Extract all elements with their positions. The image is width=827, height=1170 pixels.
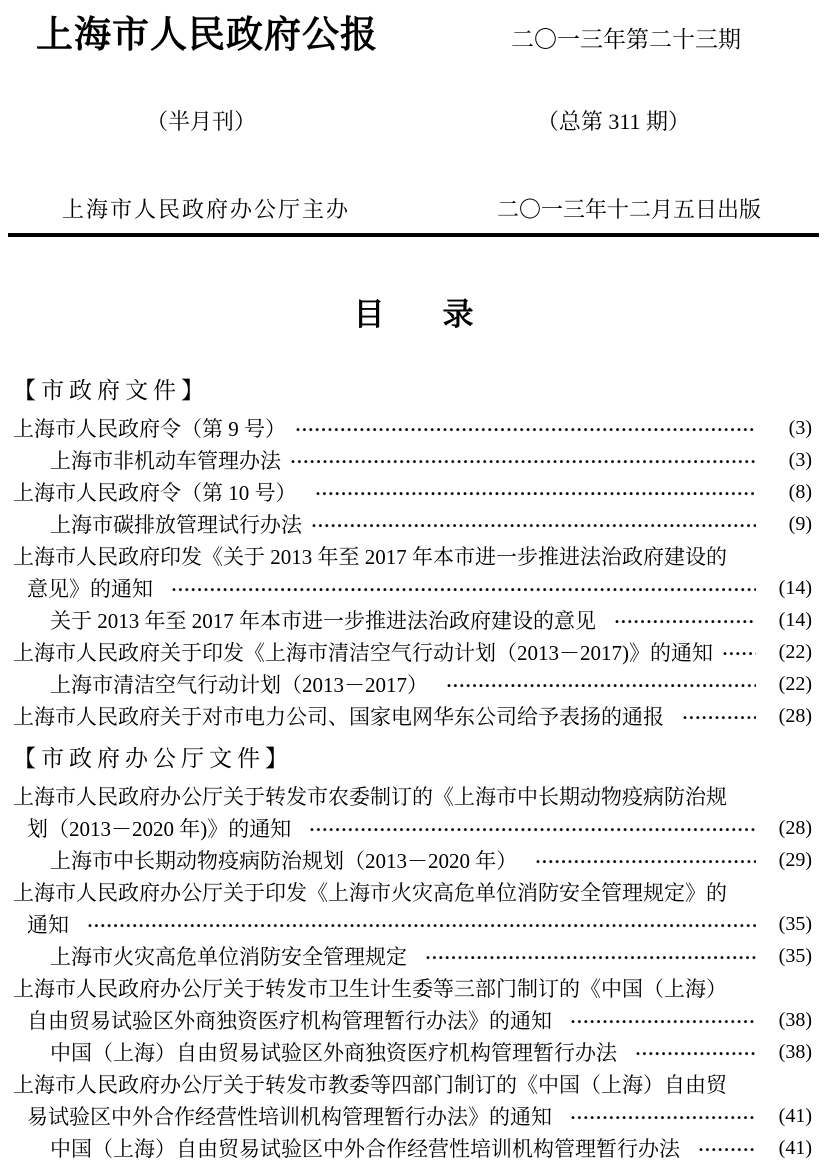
dot-leader (425, 940, 756, 972)
masthead-divider-rule (8, 233, 819, 237)
toc-entry-row (13, 1036, 812, 1068)
dot-leader (570, 1100, 756, 1132)
toc-entry-text: 上海市清洁空气行动计划（2013－2017） (50, 673, 428, 698)
toc-entry-text: 中国（上海）自由贸易试验区中外合作经营性培训机构管理暂行办法 (50, 1137, 680, 1162)
toc-entry-row (13, 1068, 812, 1100)
toc-page-number: (38) (778, 1040, 812, 1063)
toc-page-number: (22) (778, 640, 812, 663)
dot-leader (87, 908, 756, 940)
toc-entry-text: 上海市人民政府印发《关于 2013 年至 2017 年本市进一步推进法治政府建设的 (13, 545, 727, 570)
toc-entry-row (13, 476, 812, 508)
toc-page-number: (28) (778, 704, 812, 727)
toc-entry-text: 上海市人民政府办公厅关于转发市农委制订的《上海市中长期动物疫病防治规 (13, 785, 727, 810)
masthead-row-1 (0, 14, 827, 58)
toc-entry-row (13, 604, 812, 636)
dot-leader (635, 1036, 756, 1068)
dot-leader (446, 668, 756, 700)
toc-page-number: (35) (778, 944, 812, 967)
dot-leader (614, 604, 756, 636)
toc-entry-text: 通知 (27, 913, 69, 938)
issue-number: 二〇一三年第二十三期 (511, 27, 741, 52)
organizer-label: 上海市人民政府办公厅主办 (62, 197, 351, 223)
toc-entry-text: 上海市人民政府办公厅关于转发市教委等四部门制订的《中国（上海）自由贸 (13, 1073, 727, 1098)
toc-page-number: (22) (778, 672, 812, 695)
toc-page-number: (29) (778, 848, 812, 871)
toc-entry-row (13, 1132, 812, 1164)
toc-entry-text: 上海市中长期动物疫病防治规划（2013－2020 年） (50, 849, 518, 874)
toc-title-char-1: 目 (353, 297, 385, 333)
toc-section-header (13, 738, 812, 774)
masthead-row-2 (0, 105, 827, 136)
toc-title-char-2: 录 (442, 297, 474, 333)
toc-entry-text: 上海市碳排放管理试行办法 (50, 513, 302, 538)
toc-entry-row (13, 412, 812, 444)
toc-entry-text: 划（2013－2020 年)》的通知 (27, 817, 292, 842)
masthead-row-3 (0, 193, 827, 224)
toc-page-number: (35) (778, 912, 812, 935)
toc-entry-text: 自由贸易试验区外商独资医疗机构管理暂行办法》的通知 (27, 1009, 552, 1034)
toc-entry-row (13, 908, 812, 940)
toc-page-number: (38) (778, 1008, 812, 1031)
toc-page-number: (9) (788, 512, 812, 535)
periodicity-label: （半月刊） (146, 109, 257, 135)
toc-page-number: (14) (778, 576, 812, 599)
toc-entry-row (13, 572, 812, 604)
toc-entry-row (13, 940, 812, 972)
toc-page-number: (3) (788, 448, 812, 471)
toc-entry-text: 中国（上海）自由贸易试验区外商独资医疗机构管理暂行办法 (50, 1041, 617, 1066)
toc-entry-text: 上海市人民政府关于对市电力公司、国家电网华东公司给予表扬的通报 (13, 705, 664, 730)
toc-entry-text: 易试验区中外合作经营性培训机构管理暂行办法》的通知 (27, 1105, 552, 1130)
toc-entry-row (13, 1100, 812, 1132)
toc-entry-row (13, 508, 812, 540)
toc-entry-text: 上海市非机动车管理办法 (50, 449, 281, 474)
toc-entry-row (13, 668, 812, 700)
dot-leader (171, 572, 756, 604)
publish-date-label: 二〇一三年十二月五日出版 (496, 197, 761, 223)
dot-leader (315, 476, 757, 508)
toc-entry-row (13, 700, 812, 732)
toc-page-number: (41) (778, 1136, 812, 1159)
toc-entry-text: 上海市人民政府令（第 9 号） (13, 417, 286, 442)
toc-entry-row (13, 444, 812, 476)
toc-entry-row (13, 876, 812, 908)
toc-section-header-text: 【市政府办公厅文件】 (13, 745, 293, 771)
dot-leader (722, 636, 756, 668)
toc-page-number: (41) (778, 1104, 812, 1127)
toc-entry-row (13, 1004, 812, 1036)
toc-page-number: (3) (788, 416, 812, 439)
toc-page-number: (28) (778, 816, 812, 839)
dot-leader (290, 444, 756, 476)
dot-leader (682, 700, 756, 732)
dot-leader (570, 1004, 756, 1036)
dot-leader (295, 412, 756, 444)
toc-title (0, 289, 827, 334)
gazette-title: 上海市人民政府公报 (36, 15, 378, 56)
toc-entry-text: 上海市人民政府办公厅关于转发市卫生计生委等三部门制订的《中国（上海） (13, 977, 727, 1002)
masthead (0, 0, 827, 237)
toc-entry-text: 上海市火灾高危单位消防安全管理规定 (50, 945, 407, 970)
dot-leader (698, 1132, 756, 1164)
toc-entry-text: 上海市人民政府办公厅关于印发《上海市火灾高危单位消防安全管理规定》的 (13, 881, 727, 906)
toc-entry-row (13, 844, 812, 876)
toc-page-number: (14) (778, 608, 812, 631)
toc-entry-text: 上海市人民政府关于印发《上海市清洁空气行动计划（2013－2017)》的通知 (13, 641, 713, 666)
toc-entry-row (13, 540, 812, 572)
dot-leader (535, 844, 756, 876)
toc-list (0, 370, 827, 1164)
toc-entry-text: 意见》的通知 (27, 577, 153, 602)
toc-entry-text: 关于 2013 年至 2017 年本市进一步推进法治政府建设的意见 (50, 609, 596, 634)
toc-entry-row (13, 972, 812, 1004)
dot-leader (311, 508, 756, 540)
toc-entry-row (13, 636, 812, 668)
toc-entry-row (13, 780, 812, 812)
toc-page-number: (8) (788, 480, 812, 503)
toc-section-header (13, 370, 812, 406)
toc-entry-row (13, 812, 812, 844)
cumulative-issue-label: （总第 311 期） (536, 109, 690, 135)
toc-section-header-text: 【市政府文件】 (13, 377, 209, 403)
toc-entry-text: 上海市人民政府令（第 10 号） (13, 481, 297, 506)
dot-leader (309, 812, 756, 844)
